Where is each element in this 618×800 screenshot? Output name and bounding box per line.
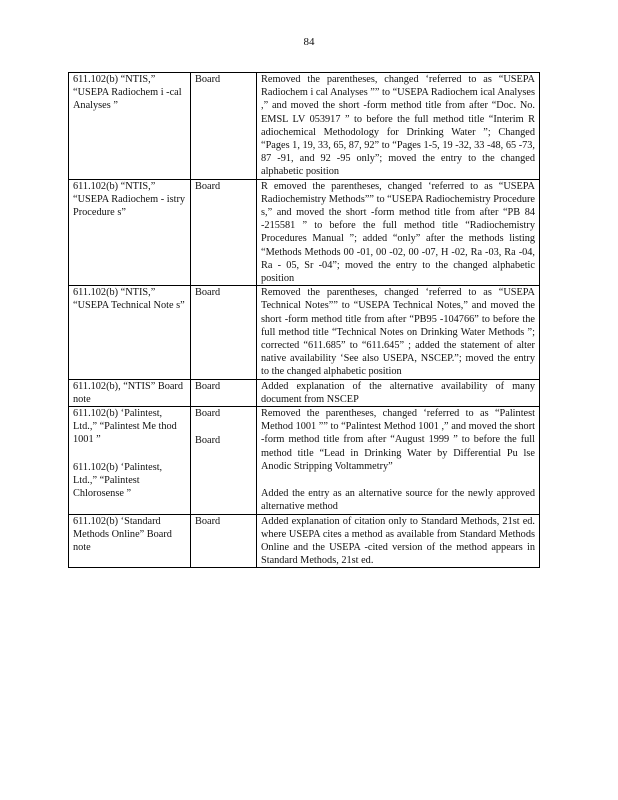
party-cell (191, 379, 257, 406)
description-text: Added explanation of the alternative availability of many document from NSCEP (261, 380, 535, 405)
description-cell (257, 379, 540, 406)
description-cell (257, 286, 540, 379)
party-cell (191, 179, 257, 286)
section-cell (69, 379, 191, 406)
description-cell (257, 407, 540, 514)
section-cell (69, 179, 191, 286)
section-cell (69, 286, 191, 379)
description-cell (257, 179, 540, 286)
section-text: 611.102(b), “NTIS” Board note (73, 380, 183, 405)
table-row (69, 407, 540, 514)
page-number: 84 (303, 36, 315, 48)
description-cell (257, 514, 540, 568)
description-text: Added explanation of citation only to Standard Methods, 21st ed. where USEPA cites a method as available from Standard Methods Online and the USEPA -cited version of the method appears in Standard Methods, 21st ed. (261, 515, 535, 567)
party-cell (191, 514, 257, 568)
party-text: Board (195, 180, 221, 192)
description-text: Removed the parentheses, changed ‘referred to as “USEPA Radiochem i cal Analyses ”” to “USEPA Radiochem ical Analyses ,” and moved the short -form method title from after “Doc. No. EMSL LV 053917 ” to before the full method title “Interim R adiochemical Methodology for Drinking Water ”; Changed “Pages 1, 19, 33, 65, 87, 92” to “Pages 1-5, 19 -32, 33 -48, 65 -73, 87 -91, and 92 -95 only”; moved the entry to the changed alphabetic position (261, 74, 535, 178)
section-cell (69, 514, 191, 568)
party-text: Board (195, 74, 221, 85)
changes-table (68, 72, 540, 568)
party-text: Board (195, 515, 221, 527)
section-text: 611.102(b) ‘Palintest, Ltd.,” “Palintest Me thod 1001 ” (73, 408, 177, 446)
party-text: Board (195, 408, 221, 420)
section-text: 611.102(b) “NTIS,” “USEPA Radiochem - istry Procedure s” (73, 180, 186, 219)
table-row (69, 514, 540, 568)
table-row (69, 379, 540, 406)
party-cell (191, 407, 257, 514)
party-text: Board (195, 287, 221, 299)
section-cell (69, 407, 191, 514)
section-text: 611.102(b) “NTIS,” “USEPA Technical Note s” (73, 287, 185, 312)
party-text: Board (195, 435, 221, 447)
party-text: Board (195, 380, 221, 392)
section-text: 611.102(b) ‘Palintest, Ltd.,” “Palintest Chlorosense ” (73, 461, 163, 500)
table-row (69, 179, 540, 286)
table-row (69, 286, 540, 379)
section-cell (69, 73, 191, 180)
description-text: R emoved the parentheses, changed ‘referred to as “USEPA Radiochemistry Methods”” to “USEPA Radiochemistry Procedure s,” and moved the short -form method title from after “PB 84 -215581 ” to before the full method title “Radiochemistry Procedures Manual ”; added “only” after the methods listing “Methods Methods 00 -01, 00 -02, 00 -07, H -02, Ra -03, Ra -04, Ra - 05, Sr -04”; moved the entry to the changed alphabetic position (261, 180, 535, 285)
party-cell (191, 73, 257, 180)
description-text: Added the entry as an alternative source for the newly approved alternative method (261, 488, 535, 513)
table-row (69, 73, 540, 180)
description-text: Removed the parentheses, changed ‘referred to as “Palintest Method 1001 ”” to “Palintest Method 1001 ,” and moved the short -form method title from after “August 1999 ” to before the full method title “Lead in Drinking Water by Differential Pu lse Anodic Stripping Voltammetry” (261, 408, 535, 472)
party-cell (191, 286, 257, 379)
section-text: 611.102(b) ‘Standard Methods Online” Board note (73, 515, 172, 553)
description-text: Removed the parentheses, changed ‘referred to as “USEPA Technical Notes”” to “USEPA Technical Notes,” and moved the short -form method title from after “PB95 -104766” to before the full method title “Technical Notes on Drinking Water Methods ”; corrected “611.685” to “611.645” ; added the statement of alter native availability ‘See also USEPA, NSCEP.”; moved the entry to the changed alphabetic position (261, 287, 535, 378)
section-text: 611.102(b) “NTIS,” “USEPA Radiochem i -cal Analyses ” (73, 74, 182, 112)
description-cell (257, 73, 540, 180)
